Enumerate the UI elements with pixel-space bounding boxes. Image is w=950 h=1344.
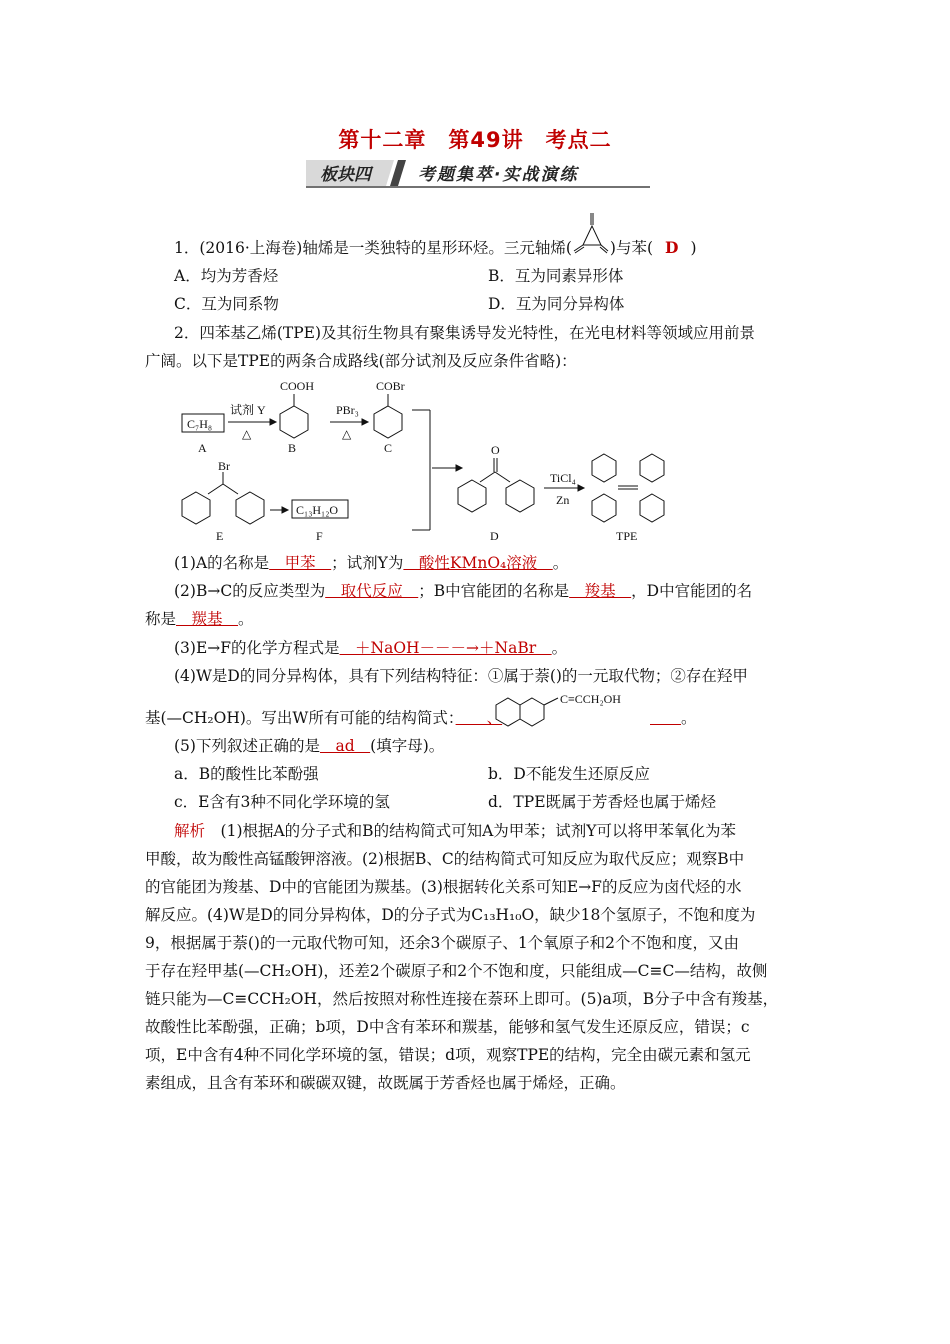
q1-stem-c: )	[690, 239, 697, 257]
label-tpe: TPE	[616, 529, 638, 543]
label-d: D	[490, 529, 499, 543]
q2-intro-2: 广阔。以下是TPE的两条合成路线(部分试剂及反应条件省略)：	[145, 352, 577, 370]
q1-stem	[174, 238, 697, 259]
analysis-line-4: 解反应。(4)W是D的同分异构体，D的分子式为C₁₃H₁₀O，缺少18个氢原子，不饱和度为	[145, 906, 756, 924]
label-b: B	[288, 441, 297, 455]
delta-1: △	[242, 427, 252, 441]
cobr-label: COBr	[376, 379, 405, 393]
q1-stem-a: 1．(2016·上海卷)轴烯是一类独特的星形环烃。三元轴烯(	[174, 239, 572, 257]
banner-right-text: 考题集萃·实战演练	[418, 165, 579, 185]
p2-answer-3: 羰基	[176, 610, 239, 628]
p4-answer-b: C≡CCH₂OH	[560, 692, 621, 706]
p5-option-b: b．D不能发生还原反应	[488, 765, 650, 783]
q2-part4-tail	[650, 708, 697, 728]
p2-answer-1: 取代反应	[325, 582, 419, 600]
label-a: A	[198, 441, 207, 455]
delta-2: △	[342, 427, 352, 441]
q2-intro-1: 2．四苯基乙烯(TPE)及其衍生物具有聚集诱导发光特性，在光电材料等领域应用前景	[174, 324, 756, 342]
br-label: Br	[218, 459, 230, 473]
p5-option-d: d．TPE既属于芳香烃也属于烯烃	[488, 793, 717, 811]
p5-text-b: (填字母)。	[370, 737, 445, 755]
p3-answer: ＋NaOH－－－→＋NaBr	[339, 639, 552, 657]
q2-part4-line2	[145, 708, 502, 728]
p4-text-b: 基(—CH₂OH)。写出W所有可能的结构简式：	[145, 709, 456, 727]
analysis-line-2: 甲酸，故为酸性高锰酸钾溶液。(2)根据B、C的结构简式可知反应为取代反应；观察B中	[145, 850, 745, 868]
analysis-text-1: (1)根据A的分子式和B的结构简式可知A为甲苯；试剂Y可以将甲苯氧化为苯	[220, 822, 736, 840]
q2-part5	[174, 736, 444, 756]
label-c: C	[384, 441, 393, 455]
analysis-label: 解析	[174, 822, 206, 840]
q1-stem-b: )与苯(	[609, 239, 653, 257]
q2-part2-line2	[145, 609, 254, 629]
p5-answer: ad	[319, 737, 371, 755]
triaxialene-structure	[572, 239, 610, 259]
p3-text-a: (3)E→F的化学方程式是	[174, 639, 340, 657]
analysis-line-6: 于存在羟甲基(—CH₂OH)，还差2个碳原子和2个不饱和度，只能组成—C≡C—结构，故侧	[145, 962, 768, 980]
q1-option-d: D．互为同分异构体	[488, 295, 625, 313]
p1-answer-2: 酸性KMnO₄溶液	[403, 554, 553, 572]
analysis-line-7: 链只能为—C≡CCH₂OH，然后按照对称性连接在萘环上即可。(5)a项，B分子中含有羧基，	[145, 990, 779, 1008]
p4-answer-c	[650, 709, 681, 727]
banner-left-text: 板块四	[320, 165, 371, 185]
analysis-line-8: 故酸性比苯酚强，正确；b项，D中含有苯环和羰基，能够和氢气发生还原反应，错误；c	[145, 1018, 750, 1036]
p5-text-a: (5)下列叙述正确的是	[174, 737, 320, 755]
box-a-text: C₇H₈	[187, 417, 213, 431]
q2-part4-line1: (4)W是D的同分异构体，具有下列结构特征：①属于萘()的一元取代物；②存在羟甲	[174, 667, 748, 685]
p2-text-e: 。	[238, 610, 254, 628]
q1-answer: D	[665, 238, 679, 257]
o-label: O	[491, 443, 500, 457]
banner-shape	[306, 158, 650, 188]
q1-option-a: A．均为芳香烃	[174, 267, 279, 285]
box-f-text: C₁₃H₁₂O	[296, 503, 339, 517]
q2-part1	[174, 553, 568, 573]
p2-text-d: 称是	[145, 610, 177, 628]
ticl4-label: TiCl₄	[550, 471, 576, 485]
synthesis-scheme	[170, 372, 690, 548]
p4-answer-a: 、	[455, 709, 503, 727]
p1-text-a: (1)A的名称是	[174, 554, 270, 572]
zn-label: Zn	[556, 493, 570, 507]
analysis-line-3: 的官能团为羧基、D中的官能团为羰基。(3)根据转化关系可知E→F的反应为卤代烃的水	[145, 878, 742, 896]
p1-text-b: ；试剂Y为	[331, 554, 404, 572]
p1-text-c: 。	[552, 554, 569, 572]
p5-option-c: c．E含有3种不同化学环境的氢	[174, 793, 390, 811]
label-e: E	[216, 529, 224, 543]
p2-answer-2: 羧基	[569, 582, 632, 600]
pbr3-label: PBr₃	[336, 403, 359, 417]
p1-answer-1: 甲苯	[269, 554, 332, 572]
q2-part3	[174, 638, 567, 658]
p2-text-b: ；B中官能团的名称是	[418, 582, 570, 600]
reagent-y: 试剂 Y	[230, 403, 266, 417]
q1-option-c: C．互为同系物	[174, 295, 279, 313]
p2-text-c: ，D中官能团的名	[631, 582, 753, 600]
analysis-line-5: 9，根据属于萘()的一元取代物可知，还余3个碳原子、1个氧原子和2个不饱和度，又由	[145, 934, 740, 952]
p3-text-b: 。	[551, 639, 568, 657]
q1-option-b: B．互为同素异形体	[488, 267, 624, 285]
q2-part2-line1	[174, 581, 752, 601]
label-f: F	[316, 529, 323, 543]
section-banner	[306, 158, 650, 188]
p2-text-a: (2)B→C的反应类型为	[174, 582, 326, 600]
analysis-line-9: 项，E中含有4种不同化学环境的氢，错误；d项，观察TPE的结构，完全由碳元素和氢元	[145, 1046, 751, 1064]
analysis-line-1	[174, 821, 736, 841]
analysis-line-10: 素组成，且含有苯环和碳碳双键，故既属于芳香烃也属于烯烃，正确。	[145, 1074, 626, 1092]
page-title: 第十二章 第49讲 考点二	[338, 128, 612, 152]
p4-text-c: 。	[681, 709, 697, 727]
cooh-label: COOH	[280, 379, 315, 393]
p5-option-a: a．B的酸性比苯酚强	[174, 765, 319, 783]
naphthalene-structure	[492, 688, 652, 728]
